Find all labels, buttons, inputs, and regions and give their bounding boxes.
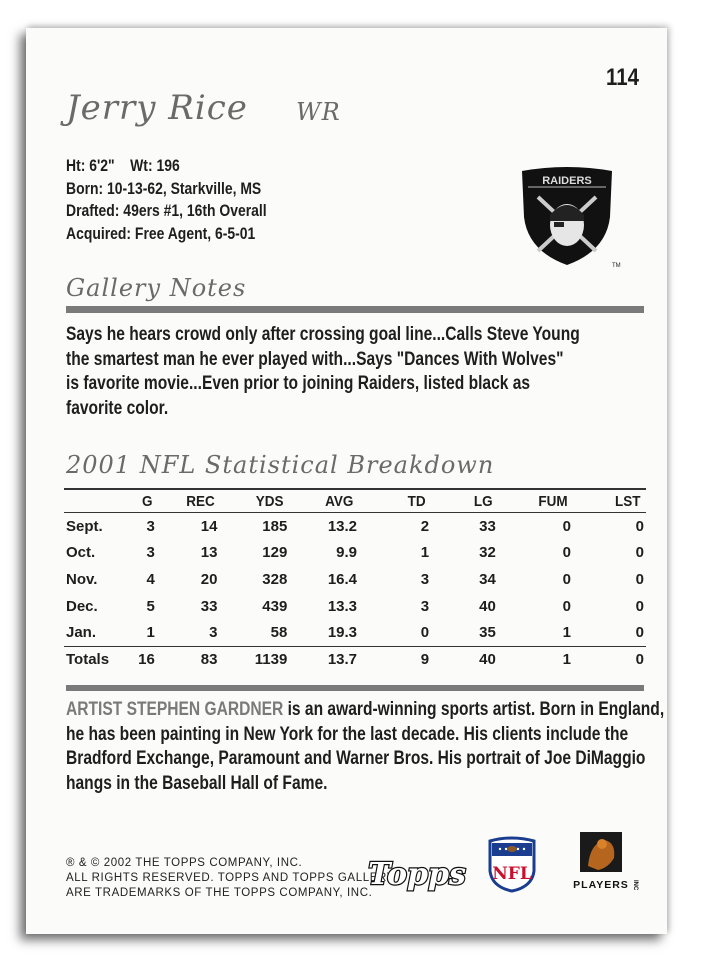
stats-cell: 3 (209, 624, 218, 642)
stats-cell: 35 (479, 624, 496, 642)
bio-born: Born: 10-13-62, Starkville, MS (66, 178, 262, 198)
stats-cell: 40 (479, 597, 496, 615)
stats-row-label: Oct. (66, 544, 96, 562)
bio-acquired: Acquired: Free Agent, 6-5-01 (66, 223, 256, 243)
header-cell: TD (363, 489, 428, 513)
stats-row (64, 619, 646, 646)
stats-cell: 13.3 (327, 597, 358, 615)
stats-row (64, 593, 646, 620)
stats-row-label: Totals (64, 646, 115, 673)
player-name: Jerry Rice (66, 88, 248, 128)
topps-logo (368, 852, 466, 894)
notes-line: Says he hears crowd only after crossing goal line...Calls Steve Young (66, 324, 580, 345)
stats-cell: 0 (635, 597, 644, 615)
topps-wordmark: Topps (368, 857, 466, 892)
header-cell: REC (160, 489, 216, 513)
section-divider (66, 685, 644, 691)
stats-cell: 13.2 (327, 517, 358, 535)
raiders-logo (516, 165, 621, 269)
stats-cell: 9 (359, 646, 431, 673)
stats-row (64, 540, 646, 567)
legal-text (66, 856, 395, 901)
stats-cell: 1 (146, 624, 155, 642)
stats-cell: 1 (498, 646, 573, 673)
stats-cell: 9.9 (336, 544, 358, 562)
stats-cell: 0 (562, 570, 571, 588)
header-cell: LST (577, 489, 643, 513)
stats-cell: 185 (262, 517, 288, 535)
stats-cell: 16 (115, 646, 156, 673)
header-cell (67, 489, 113, 513)
gallery-notes (66, 323, 640, 421)
stats-cell: 0 (562, 517, 571, 535)
players-inc-text: INC (632, 880, 638, 891)
artist-line (66, 698, 665, 723)
stats-cell: 40 (431, 646, 498, 673)
stats-cell: 0 (562, 544, 571, 562)
player-bio (66, 155, 267, 245)
section-divider (66, 306, 644, 313)
stats-row-label: Sept. (66, 517, 103, 535)
players-inc-logo (568, 830, 638, 896)
legal-line: ALL RIGHTS RESERVED. TOPPS AND TOPPS GALLERY (66, 872, 395, 884)
header-cell: FUM (502, 489, 570, 513)
artist-line: he has been painting in New York for the last decade. His clients include the (66, 723, 629, 745)
notes-line: the smartest man he ever played with...Says "Dances With Wolves" (66, 348, 564, 370)
player-position: WR (296, 98, 341, 126)
stats-cell: 3 (420, 570, 430, 588)
stats-cell: 0 (635, 570, 644, 588)
stats-title: 2001 NFL Statistical Breakdown (66, 451, 495, 479)
stats-row (64, 566, 646, 593)
stats-cell: 13.7 (289, 646, 359, 673)
stats-cell: 58 (270, 624, 288, 642)
stats-cell: 0 (635, 624, 644, 642)
notes-line: favorite color. (66, 397, 169, 419)
stats-cell: 0 (635, 517, 644, 535)
header-cell: G (118, 489, 155, 513)
artist-bio (66, 698, 665, 796)
stats-cell: 0 (635, 544, 644, 562)
stats-cell: 13 (200, 544, 218, 562)
notes-line: is favorite movie...Even prior to joining Raiders, listed black as (66, 373, 531, 394)
stats-cell: 14 (200, 517, 218, 535)
header-cell: AVG (293, 489, 356, 513)
stats-row-label: Jan. (66, 624, 97, 642)
stats-cell: 33 (200, 597, 218, 615)
artist-text: is an award-winning sports artist. Born in England, (283, 699, 665, 720)
raiders-wordmark: RAIDERS (542, 175, 592, 187)
stats-cell: 4 (146, 570, 155, 588)
gallery-notes-title: Gallery Notes (66, 274, 247, 302)
stats-cell: 33 (479, 517, 496, 535)
stats-cell: 19.3 (327, 624, 358, 642)
stats-cell: 439 (262, 597, 288, 615)
card-number: 114 (606, 64, 639, 91)
header-cell: LG (434, 489, 494, 513)
stats-cell: 0 (562, 597, 571, 615)
nfl-shield-logo (486, 833, 538, 893)
stats-cell: 32 (479, 544, 496, 562)
artist-line: hangs in the Baseball Hall of Fame. (66, 772, 328, 794)
stats-row-label: Nov. (66, 570, 98, 588)
stats-cell: 83 (157, 646, 220, 673)
legal-line: ® & © 2002 THE TOPPS COMPANY, INC. (66, 857, 303, 869)
stats-cell: 328 (262, 570, 288, 588)
stats-cell: 1 (420, 544, 430, 562)
bio-drafted: Drafted: 49ers #1, 16th Overall (66, 201, 267, 220)
stats-header-row (64, 489, 646, 513)
artist-name: ARTIST STEPHEN GARDNER (66, 699, 284, 720)
stats-cell: 20 (200, 570, 218, 588)
trademark-mark: TM (612, 263, 621, 269)
stats-cell: 2 (420, 517, 430, 535)
stats-cell: 1139 (219, 646, 289, 673)
stats-cell: 1 (562, 624, 571, 642)
stats-totals-row (64, 646, 646, 673)
bio-height-weight: Ht: 6'2" Wt: 196 (66, 156, 180, 175)
stats-cell: 3 (420, 597, 430, 615)
stats-cell: 16.4 (327, 570, 358, 588)
stats-cell: 5 (146, 597, 155, 615)
players-wordmark: PLAYERS (573, 879, 629, 891)
stats-cell: 129 (262, 544, 288, 562)
stats-row-label: Dec. (66, 597, 98, 615)
header-cell: YDS (223, 489, 286, 513)
nfl-wordmark: NFL (492, 864, 532, 884)
stats-cell: 3 (146, 544, 155, 562)
stats-cell: 0 (573, 646, 646, 673)
artist-line: Bradford Exchange, Paramount and Warner Bros. His portrait of Joe DiMaggio (66, 748, 646, 769)
stats-cell: 0 (420, 624, 430, 642)
legal-line: ARE TRADEMARKS OF THE TOPPS COMPANY, INC. (66, 887, 373, 899)
stats-row (64, 513, 646, 540)
stats-cell: 34 (479, 570, 496, 588)
stats-table (64, 488, 646, 673)
stats-cell: 3 (146, 517, 155, 535)
